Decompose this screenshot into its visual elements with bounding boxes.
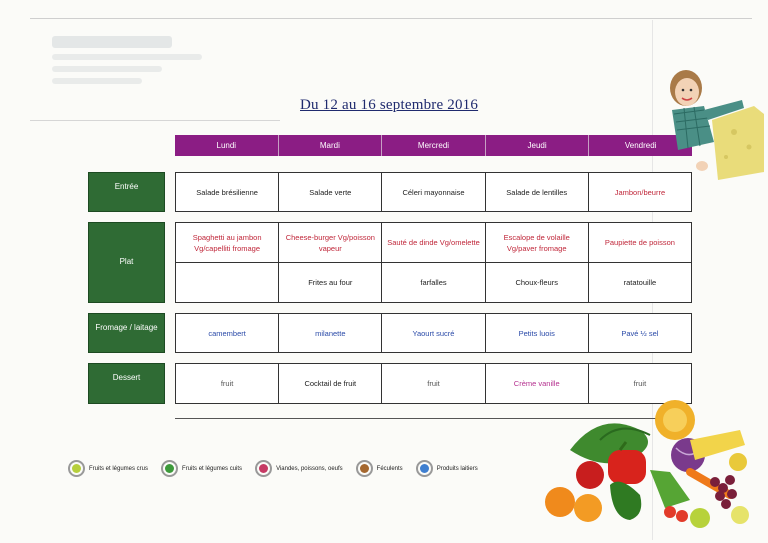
dairy-icon [416, 460, 433, 477]
row-label-plat [88, 222, 165, 303]
menu-cell: Salade verte [279, 173, 382, 211]
legend-label: Fruits et légumes cuits [182, 465, 243, 472]
page-title: Du 12 au 16 septembre 2016 [300, 97, 479, 113]
menu-cell: Paupiette de poisson [604, 238, 675, 247]
food-group-legend [68, 460, 484, 477]
row-label-dessert [88, 363, 165, 404]
row-label-text: Entrée [114, 182, 139, 191]
menu-cell: Salade de lentilles [486, 173, 589, 211]
day-header: Jeudi [486, 135, 590, 156]
menu-cell: Salade brésilienne [176, 173, 279, 211]
menu-cell: Crème vanille [486, 364, 589, 403]
menu-cell: Spaghetti au jambon Vg/capelliti fromage [176, 223, 279, 262]
row-label-entree [88, 172, 165, 212]
menu-cell: Sauté de dinde Vg/omelette [382, 223, 485, 262]
raw-produce-icon [68, 460, 85, 477]
menu-cell: Cheese-burger Vg/poisson vapeur [279, 223, 382, 262]
top-rule [30, 18, 752, 19]
entree-row [175, 172, 692, 212]
row-label-text: Fromage / laitage [95, 323, 158, 332]
day-header: Vendredi [624, 141, 657, 150]
legend-label: Viandes, poissons, oeufs [276, 465, 343, 472]
menu-cell: fruit [176, 364, 279, 403]
dessert-row [175, 363, 692, 404]
legend-label: Féculents [376, 465, 403, 472]
menu-cell: Pavé ½ sel [621, 328, 659, 338]
menu-cell [176, 263, 279, 302]
menu-cell: Cocktail de fruit [279, 364, 382, 403]
menu-cell: Jambon/beurre [614, 187, 666, 197]
menu-cell: ratatouille [623, 278, 657, 287]
meat-fish-egg-icon [255, 460, 272, 477]
day-header: Mardi [279, 135, 383, 156]
menu-cell: Yaourt sucré [382, 314, 485, 352]
menu-cell: farfalles [382, 263, 485, 302]
menu-cell: Choux-fleurs [486, 263, 589, 302]
faded-logo [52, 30, 232, 120]
plat-side-row [175, 262, 692, 303]
menu-cell: milanette [279, 314, 382, 352]
menu-cell: Petits luois [486, 314, 589, 352]
cooked-produce-icon [161, 460, 178, 477]
fromage-row [175, 313, 692, 353]
day-header-bar [175, 135, 692, 156]
starch-icon [356, 460, 373, 477]
legend-item [68, 460, 148, 477]
plat-main-row [175, 222, 692, 263]
header-rule [30, 120, 280, 121]
vegetables-illustration [540, 400, 768, 543]
legend-label: Fruits et légumes crus [89, 465, 149, 472]
child-eating-illustration [664, 62, 764, 182]
legend-item [356, 460, 403, 477]
row-label-text: Plat [119, 257, 134, 266]
menu-cell: fruit [382, 364, 485, 403]
menu-cell: Escalope de volaille Vg/paver fromage [486, 223, 589, 262]
day-header: Lundi [175, 135, 279, 156]
menu-cell: fruit [633, 379, 647, 388]
legend-item [255, 460, 343, 477]
row-label-fromage [88, 313, 165, 353]
menu-cell: Frites au four [279, 263, 382, 302]
menu-cell: camembert [176, 314, 279, 352]
legend-item [161, 460, 242, 477]
day-header: Mercredi [382, 135, 486, 156]
row-label-text: Dessert [112, 373, 141, 382]
legend-label: Produits laitiers [436, 465, 478, 472]
menu-cell: Céleri mayonnaise [382, 173, 485, 211]
legend-item [416, 460, 478, 477]
